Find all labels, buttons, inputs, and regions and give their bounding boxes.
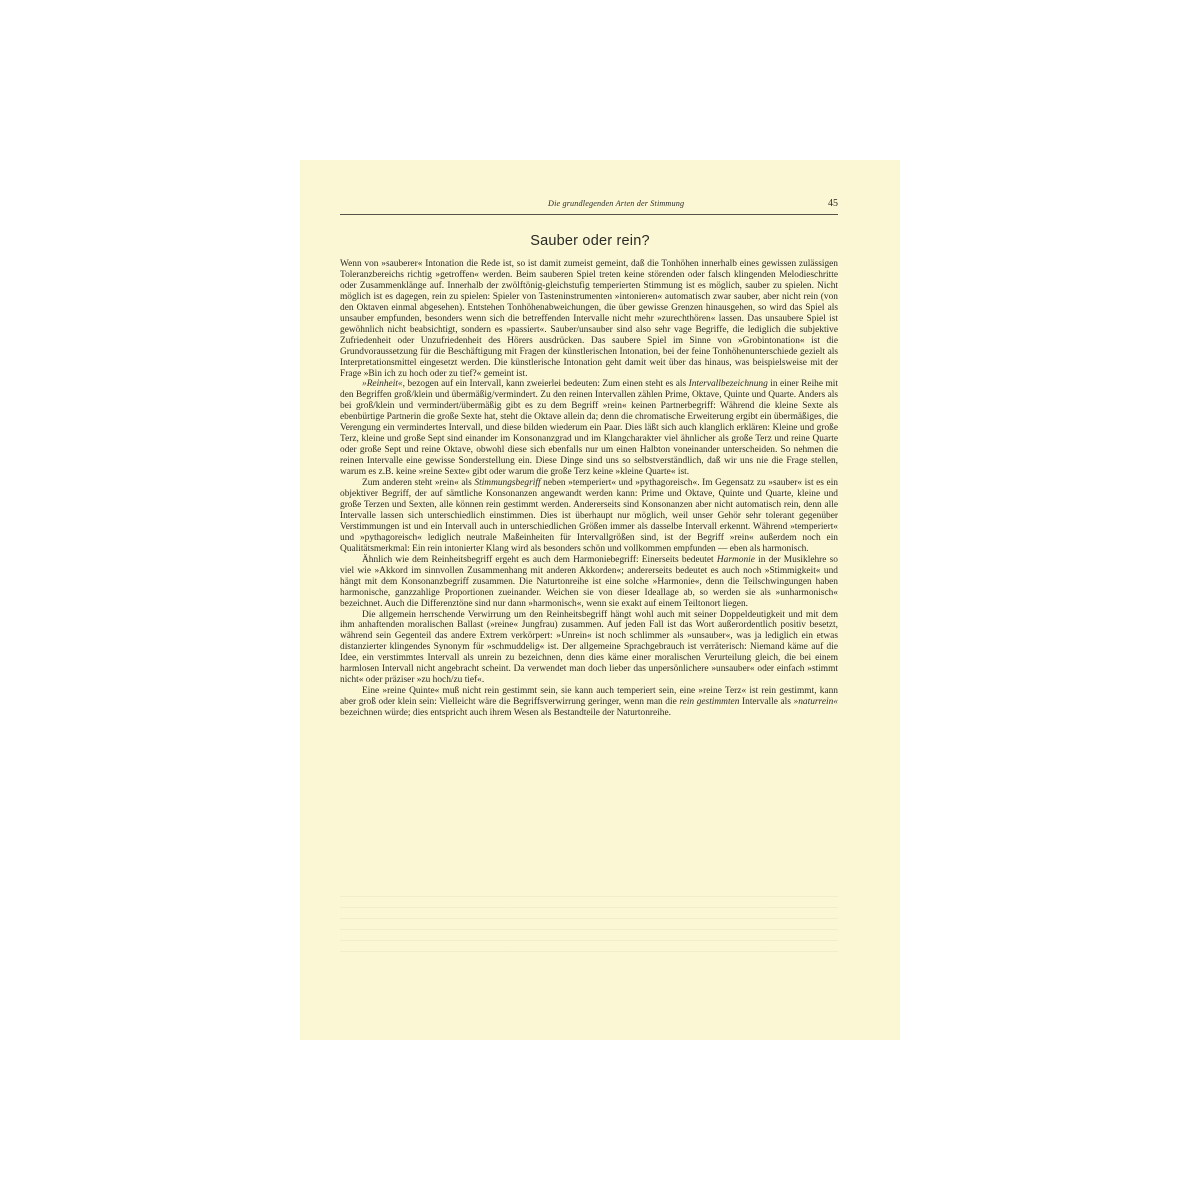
italic-term: rein gestimmten bbox=[679, 697, 740, 708]
italic-term: »Reinheit« bbox=[362, 379, 403, 390]
text-run: , bezogen auf ein Intervall, kann zweierlei bedeuten: Zum einen steht es als bbox=[402, 379, 689, 390]
paragraph-4 bbox=[340, 555, 838, 610]
text-run: Ähnlich wie dem Reinheitsbegriff ergeht es auch dem Harmoniebegriff: Einerseits bedeutet bbox=[362, 554, 717, 565]
paragraph-2 bbox=[340, 379, 838, 478]
body-text bbox=[340, 259, 838, 719]
text-run: neben »temperiert« und »pythagoreisch«. Im Gegensatz zu »sauber« ist es ein objektiver Begriff, der auf sämtliche Konsonanzen angewandt werden kann: Prime und Oktave, Quinte und Quarte, kleine und große Terzen und Sexten, alle können rein gestimmt werden. Andererseits sind Konsonanzen aber nicht automatisch rein, denn alle Intervalle lassen sich unterschiedlich einstimmen. Dies ist überhaupt nur möglich, weil unser Gehör sehr tolerant gegenüber Verstimmungen ist und ein Intervall auch in unterschiedlichen Größen immer als dasselbe Intervall erkennt. Während »temperiert« und »pythagoreisch« lediglich neutrale Maßeinheiten für Intervallgrößen sind, ist der Begriff »rein« außerdem noch ein Qualitätsmerkmal: Ein rein intonierter Klang wird als besonders schön und vollkommen empfunden — eben als harmonisch. bbox=[340, 478, 838, 554]
italic-term: »naturrein« bbox=[793, 697, 838, 708]
section-heading: Sauber oder rein? bbox=[530, 233, 650, 249]
text-run: in der Musiklehre so viel wie »Akkord im sinnvollen Zusammenhang mit anderen Akkorden«; andererseits bedeutet es auch noch »Stimmigkeit« und hängt mit dem Konsonanzbegriff zusammen. Die Naturtonreihe ist eine solche »Harmonie«, denn die Teilschwingungen haben harmonische, ganzzahlige Proportionen zueinander. Weichen sie von dieser Ideallage ab, so werden sie als »unharmonisch« bezeichnet. Auch die Differenztöne sind nur dann »harmonisch«, wenn sie exakt auf einem Teiltonort liegen. bbox=[340, 554, 838, 609]
text-run: Die allgemein herrschende Verwirrung um den Reinheitsbegriff hängt wohl auch mit seiner Doppeldeutigkeit und mit dem ihm anhaftenden moralischen Ballast (»reine« Jungfrau) zusammen. Auf jeden Fall ist das Wort außerordentlich positiv besetzt, während sein Gegenteil das andere Extrem verkörpert: »Unrein« ist noch schlimmer als »unsauber«, was ja lediglich ein etwas distanzierter klingendes Synonym für »schmuddelig« ist. Der allgemeine Sprachgebrauch ist verräterisch: Niemand käme auf die Idee, ein verstimmtes Intervall als unrein zu bezeichnen, denn dies käme einer moralischen Verurteilung gleich, die bei einem harmlosen Intervall nicht angebracht scheint. Da verwendet man doch lieber das unpersönlichere »unsauber« oder einfach »stimmt nicht« oder präziser »zu hoch/zu tief«. bbox=[340, 609, 838, 686]
page-number: 45 bbox=[828, 198, 838, 209]
paragraph-6 bbox=[340, 686, 838, 719]
italic-term: Harmonie bbox=[716, 554, 755, 565]
paragraph-1 bbox=[340, 259, 838, 379]
text-run: Eine »reine Quinte« muß nicht rein gestimmt sein, sie kann auch temperiert sein, eine »reine Terz« ist rein gestimmt, kann aber groß oder klein sein: Vielleicht wäre die Begriffsverwirrung geringer, wenn man die bbox=[340, 686, 838, 708]
paragraph-5 bbox=[340, 610, 838, 687]
text-run: in einer Reihe mit den Begriffen groß/klein und übermäßig/vermindert. Zu den reinen Intervallen zählen Prime, Oktave, Quinte und Quarte. Anders als bei groß/klein und vermindert/übermäßig gibt es zu dem Begriff »rein« keinen Partnerbegriff: Während die kleine Sexte als ebenbürtige Partnerin die große Sexte hat, steht die Oktave allein da; denn die chromatische Erweiterung ergibt ein übermäßiges, die Verengung ein vermindertes Intervall, und diese bilden wiederum ein Paar. Dies läßt sich auch klanglich erklären: Kleine und große Terz, kleine und große Sept sind einander im Konsonanzgrad und im Klangcharakter viel ähnlicher als große Terz und reine Quarte oder große Sept und reine Oktave, obwohl diese sich ebenfalls nur um einen Halbton voneinander unterscheiden. So nehmen die reinen Intervalle eine gewisse Sonderstellung ein. Diese Dinge sind uns so selbstverständlich, daß wir uns nie die Frage stellen, warum es z.B. keine »reine Sexte« gibt oder warum die große Terz keine »kleine Quarte« ist. bbox=[340, 379, 838, 478]
show-through-texture bbox=[340, 896, 838, 956]
text-run: Intervalle als bbox=[739, 697, 794, 708]
italic-term: Intervallbezeichnung bbox=[688, 379, 768, 390]
text-run: Zum anderen steht »rein« als bbox=[362, 478, 475, 489]
running-title: Die grundlegenden Arten der Stimmung bbox=[548, 199, 685, 208]
book-page bbox=[300, 160, 900, 1040]
text-run: bezeichnen würde; dies entspricht auch ihrem Wesen als Bestandteile der Naturtonreihe. bbox=[340, 708, 671, 719]
italic-term: Stimmungsbegriff bbox=[474, 478, 541, 489]
running-header bbox=[340, 198, 838, 215]
paragraph-3 bbox=[340, 478, 838, 555]
text-run: Wenn von »sauberer« Intonation die Rede ist, so ist damit zumeist gemeint, daß die Tonhöhen innerhalb eines gewissen zulässigen Toleranzbereichs richtig »getroffen« werden. Beim sauberen Spiel treten keine störenden oder falsch klingenden Melodieschritte oder Zusammenklänge auf. Innerhalb der zwölftönig-gleichstufig temperierten Stimmung ist es möglich, sauber zu spielen. Nicht möglich ist es dagegen, rein zu spielen: Spieler von Tasteninstrumenten »intonieren« automatisch zwar sauber, aber nicht rein (von den Oktaven einmal abgesehen). Entstehen Tonhöhenabweichungen, die über gewisse Grenzen hinausgehen, so wird das Spiel als unsauber empfunden, besonders wenn sich die betreffenden Intervalle nicht mehr »zurechthören« lassen. Das unsaubere Spiel ist gewöhnlich nicht beabsichtigt, sondern es »passiert«. Sauber/unsauber sind also sehr vage Begriffe, die lediglich die subjektive Zufriedenheit oder Unzufriedenheit des Hörers ausdrücken. Das saubere Spiel im Sinne von »Grobintonation« ist die Grundvoraussetzung für die Beschäftigung mit Fragen der künstlerischen Intonation, bei der feine Tonhöhenunterschiede gezielt als Interpretationsmittel eingesetzt werden. Die künstlerische Intonation geht damit weit über das hinaus, was beispielsweise mit der Frage »Bin ich zu hoch oder zu tief?« gemeint ist. bbox=[340, 259, 838, 379]
